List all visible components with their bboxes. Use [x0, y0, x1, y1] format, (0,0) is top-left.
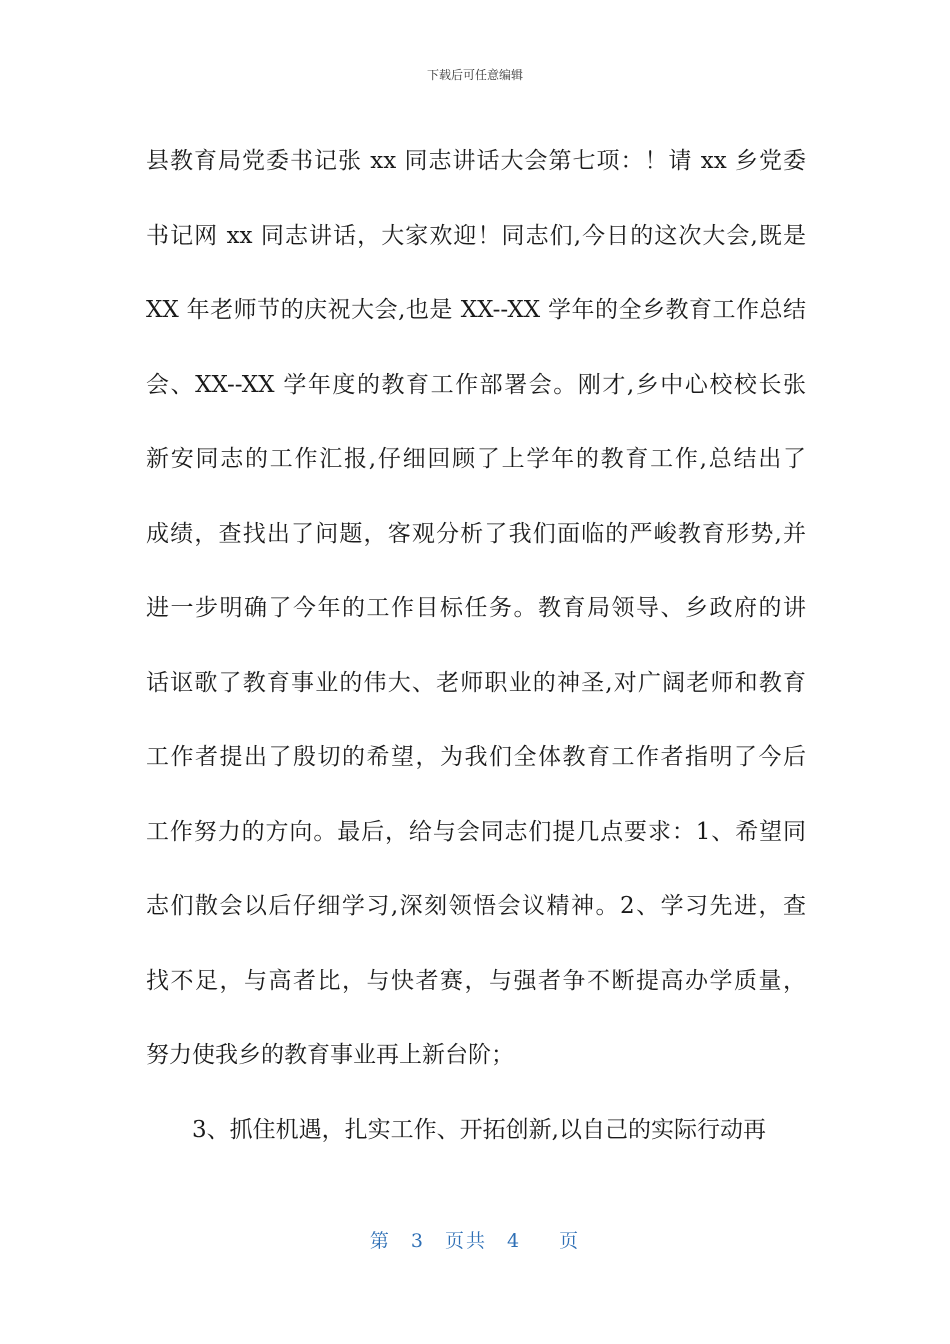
footer-suffix: 页 [559, 1230, 581, 1252]
text-line: XX 年老师节的庆祝大会,也是 XX--XX 学年的全乡教育工作总结 [146, 297, 806, 323]
text-line: 会、XX--XX 学年度的教育工作部署会。刚才,乡中心校校长张 [146, 371, 806, 398]
text-line: 新安同志的工作汇报,仔细回顾了上学年的教育工作,总结出了 [146, 446, 806, 472]
text-line-paragraph-start: 3、抓住机遇，扎实工作、开拓创新,以自己的实际行动再 [192, 1116, 766, 1143]
document-body [146, 124, 806, 1167]
text-line: 成绩，查找出了问题，客观分析了我们面临的严峻教育形势,并 [146, 520, 806, 547]
text-line: 努力使我乡的教育事业再上新台阶； [146, 1042, 514, 1068]
page-footer [0, 1226, 950, 1253]
text-line: 工作努力的方向。最后，给与会同志们提几点要求：1、希望同 [146, 818, 806, 845]
text-line: 进一步明确了今年的工作目标任务。教育局领导、乡政府的讲 [146, 595, 806, 621]
footer-prefix: 第 [369, 1230, 391, 1252]
text-line: 县教育局党委书记张 xx 同志讲话大会第七项：！请 xx 乡党委 [146, 148, 806, 174]
text-line: 找不足，与高者比，与快者赛，与强者争不断提高办学质量， [146, 967, 806, 994]
header-note: 下载后可任意编辑 [426, 68, 523, 82]
footer-middle: 页共 [444, 1230, 487, 1252]
text-line: 话讴歌了教育事业的伟大、老师职业的神圣,对广阔老师和教育 [146, 669, 806, 696]
footer-total-pages: 4 [507, 1230, 522, 1252]
footer-current-page: 3 [410, 1230, 425, 1252]
text-line: 志们散会以后仔细学习,深刻领悟会议精神。2、学习先进，查 [146, 893, 806, 919]
text-line: 书记网 xx 同志讲话，大家欢迎！同志们,今日的这次大会,既是 [146, 222, 806, 249]
text-line: 工作者提出了殷切的希望，为我们全体教育工作者指明了今后 [146, 744, 806, 770]
